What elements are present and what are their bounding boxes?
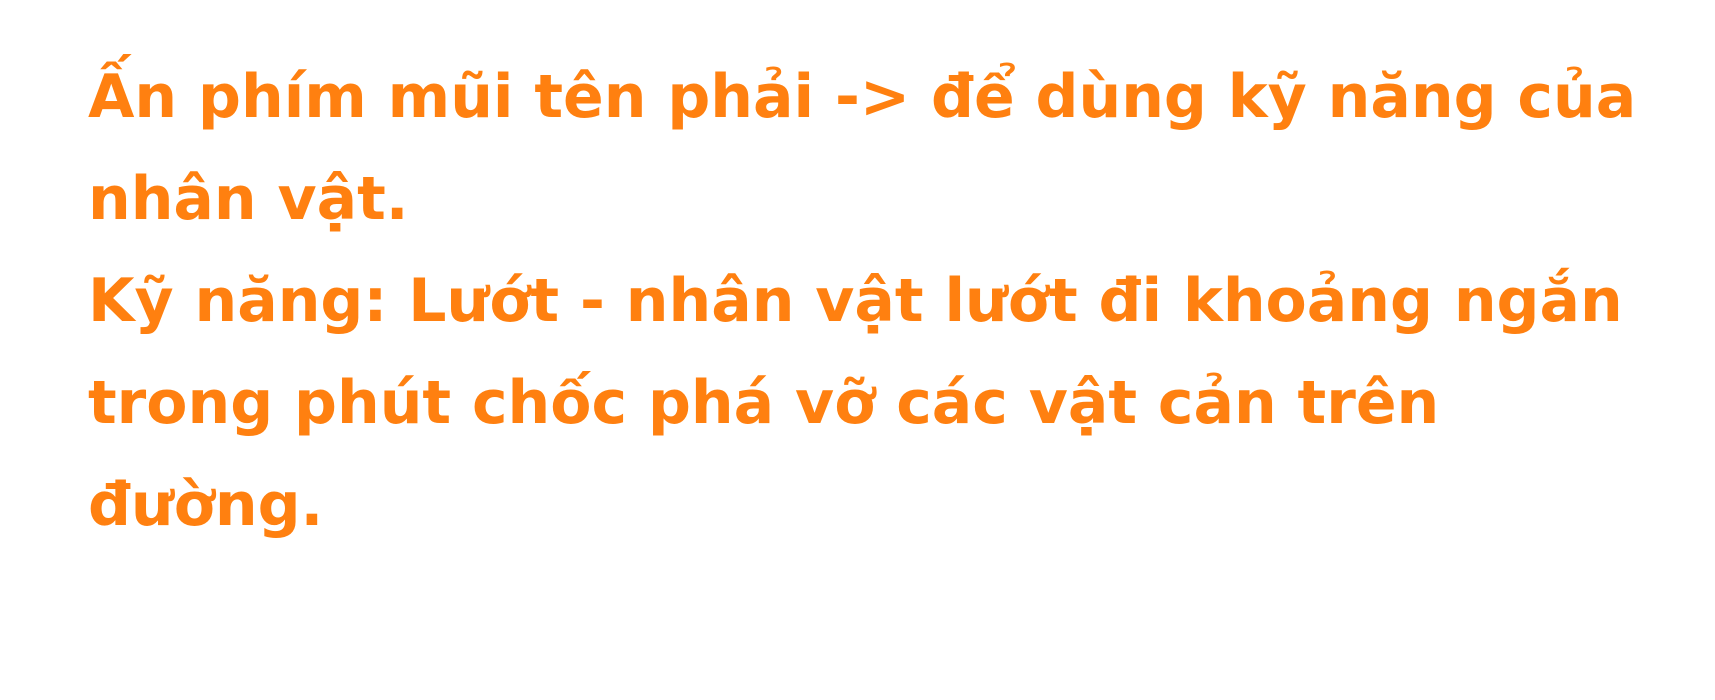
instruction-text-block — [88, 46, 1648, 556]
skill-description: Kỹ năng: Lướt - nhân vật lướt đi khoảng ngắn trong phút chốc phá vỡ các vật cản trên đường. — [88, 266, 1623, 540]
control-instruction: Ấn phím mũi tên phải -> để dùng kỹ năng của nhân vật. — [88, 62, 1637, 234]
